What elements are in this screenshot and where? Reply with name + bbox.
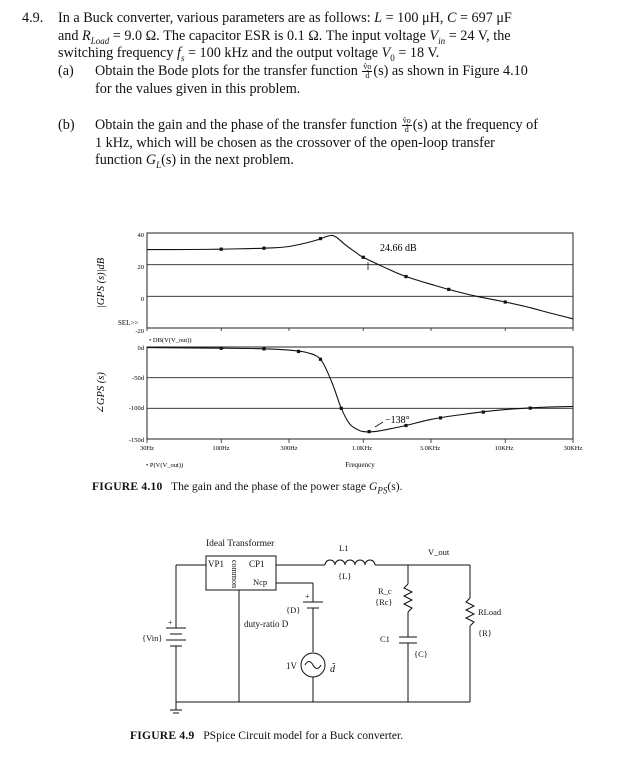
phase-ytick: -50d [132,375,144,382]
figure-4-10-caption [92,480,403,496]
phase-marker [262,347,265,350]
symbol-L: L [374,10,383,26]
text-run: = 100 μH, [382,10,447,26]
ncp-label: Ncp [253,577,268,587]
gain-marker [220,248,223,251]
c-value: {C} [414,649,428,659]
xtick-label: 100Hz [212,445,230,452]
text-run: and [58,27,83,44]
xtick-label: 3.0KHz [419,445,441,452]
symbol-V: V [381,45,391,62]
symbol-V: V [429,27,439,44]
resistor-Rc [404,584,412,612]
text-run: switching frequency [58,45,177,62]
ac-source-label: 1V [286,661,297,671]
gain-marker [319,237,322,240]
xtick-label: 10KHz [494,445,514,452]
c1-label: C1 [380,634,390,644]
caption-text: PSpice Circuit model for a Buck converter. [203,729,404,742]
r-value: {R} [478,628,492,638]
gain-ytick: 20 [137,264,144,271]
text-run: = 9.0 Ω. The capacitor ESR is 0.1 Ω. The input voltage [109,27,430,44]
text-run: (s) as shown in Figure 4.10 [373,63,528,79]
rload-label: RLoad [478,607,502,617]
xtick-label: 30Hz [139,445,155,452]
vp1-label: VP1 [208,559,225,569]
text-run: (s) in the next problem. [161,152,294,169]
vin-plus: + [168,618,173,627]
vin-label: {Vin} [142,633,163,643]
phase-ytick: -150d [128,437,144,444]
phase-marker [529,407,532,410]
caption-text: The gain and the phase of the power stage [170,480,369,493]
phase-annotation: −138° [385,415,410,426]
phase-ylabel: ∠GPS (s) [96,372,107,414]
phase-ytick: 0d [137,345,144,352]
phase-marker [482,410,485,413]
problem-intro [58,10,624,63]
text-run: = 24 V, the [445,27,511,44]
l-value: {L} [338,571,352,581]
circuit-figure [0,530,637,730]
problem-number: 4.9. [22,10,44,26]
ac-source-wave [305,662,321,669]
phase-series-line [147,348,573,432]
text-run: Obtain the Bode plots for the transfer function [95,63,362,79]
part-b-line-3 [95,152,625,170]
phase-marker [439,416,442,419]
text-run: 1 kHz, which will be chosen as the crossover of the open-loop transfer [95,134,495,151]
rc-label: R_c [378,586,392,596]
phase-marker [220,347,223,350]
gain-ytick: -20 [135,328,144,335]
part-b-label: (b) [58,117,75,133]
inductor-L1 [325,560,375,565]
d-hat-label: d̃ [330,664,335,675]
text-run: Obtain the gain and the phase of the transfer function [95,117,401,133]
v-out-label: V_out [428,547,450,557]
part-a-label: (a) [58,63,74,79]
trace-top-label: • DB(V(V_out)) [149,337,192,344]
phase-gridlines [147,378,573,409]
text-run: for the values given in this problem. [95,80,301,97]
gain-ytick: 0 [140,296,144,303]
axis-ticks [147,328,573,443]
caption-subscript: PS [377,485,388,496]
text-run: = 18 V. [394,45,440,62]
xtick-label: 30KHz [563,445,583,452]
symbol-R: R [82,27,91,44]
l1-label: L1 [339,543,349,553]
subscript-s: s [180,53,185,64]
subscript-L: L [156,160,162,171]
gain-ylabel: |GPS (s)|dB [96,257,107,309]
figure-4-9-caption [130,729,403,742]
phase-marker [319,358,322,361]
caption-symbol: G [368,480,378,493]
intro-line-3 [58,45,624,63]
resistor-RLoad [466,598,474,626]
fraction-numerator: v̂o [363,62,372,72]
phase-ytick: -100d [128,405,144,412]
gain-plot-frame [147,233,573,328]
gain-annotation: 24.66 dB [380,243,417,254]
duty-ratio-label: duty-ratio D [244,619,289,629]
xtick-label: 1.0KHz [351,445,373,452]
text-run: = 100 kHz and the output voltage [184,45,382,62]
fraction-numerator: v̂o [402,116,411,126]
series-markers [220,237,532,433]
fraction-denominator: d̂ [365,71,370,81]
phase-plot-frame [147,347,573,439]
sel-label: SEL>> [118,319,139,327]
fraction-denominator: d̂ [404,125,409,135]
part-a-text [95,63,625,98]
fraction [402,117,412,134]
phase-marker [297,350,300,353]
text-run: (s) at the frequency of [412,117,538,133]
subscript-in: in [438,35,446,46]
part-b-text [95,117,625,170]
cp1-label: CP1 [249,559,265,569]
gain-marker [362,256,365,259]
symbol-G: G [145,152,157,169]
gain-ytick: 40 [137,232,144,239]
part-a-line-2 [95,81,625,99]
phase-marker [368,430,371,433]
intro-line-1 [58,10,624,28]
subscript-0: 0 [390,53,395,64]
part-b-line-1 [95,117,625,135]
common-label: common [230,560,239,588]
gain-marker [447,288,450,291]
caption-label: FIGURE 4.9 [130,729,195,742]
gain-marker [404,275,407,278]
gain-marker [504,300,507,303]
transformer-label: Ideal Transformer [206,539,275,549]
gain-marker [262,247,265,250]
gain-gridlines [147,265,573,297]
part-a-line-1 [95,63,625,81]
subscript-load: Load [90,35,110,46]
d-source-plus: + [305,592,310,601]
rc-value: {Rc} [375,597,393,607]
xtick-label: 300Hz [280,445,298,452]
symbol-C: C [446,10,457,26]
text-run: = 697 μF [456,10,512,26]
caption-label: FIGURE 4.10 [92,480,163,493]
caption-end: (s). [387,480,403,493]
fraction [362,63,372,80]
x-axis-label: Frequency [345,461,375,469]
trace-bottom-label: • P(V(V_out)) [146,462,184,469]
symbol-f: f [176,45,181,62]
part-b-line-2 [95,135,625,153]
gain-series-line [147,235,573,318]
text-run: In a Buck converter, various parameters are as follows: [58,10,375,26]
phase-annotation-leader [375,422,383,427]
d-value: {D} [286,605,301,615]
phase-marker [340,407,343,410]
text-run: function [95,152,146,169]
intro-line-2 [58,28,624,46]
